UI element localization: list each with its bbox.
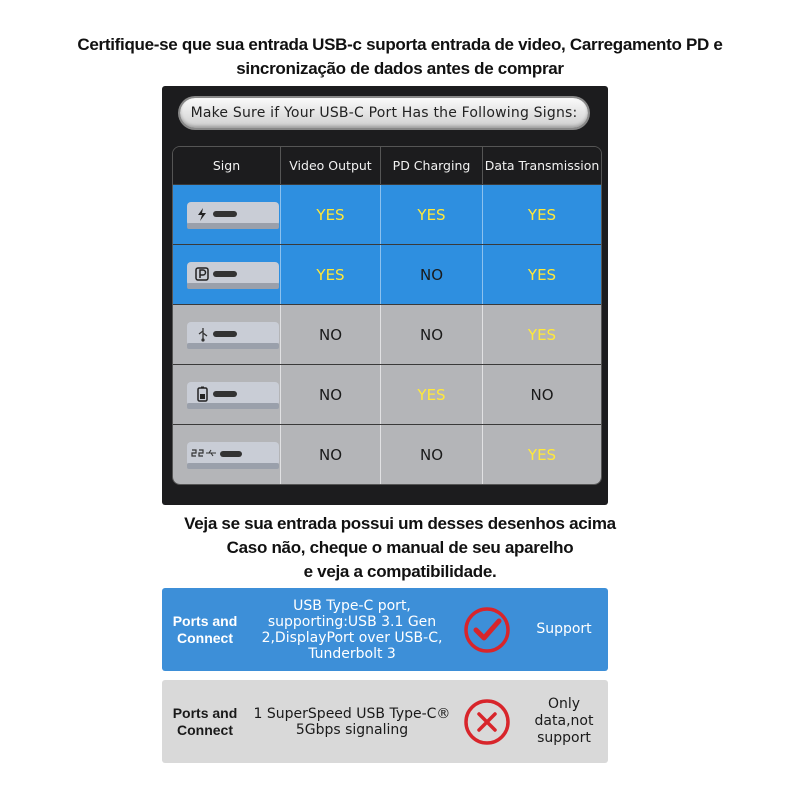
unsupported-port-box (162, 680, 608, 763)
check-circle-icon (462, 605, 512, 655)
mid-heading-line-3: e veja a compatibilidade. (303, 562, 497, 581)
video-output-value: NO (281, 365, 381, 425)
header-data-transmission: Data Transmission (484, 158, 600, 173)
mid-heading-line-2: Caso não, cheque o manual de seu aparelho (226, 538, 574, 557)
header-video-output: Video Output (281, 147, 381, 184)
data-transmission-value: YES (527, 326, 557, 344)
box-label: Ports and Connect (172, 612, 238, 646)
video-output-value: NO (281, 425, 381, 485)
box-description: 1 SuperSpeed USB Type-C® 5Gbps signaling (253, 705, 451, 738)
pd-icon (187, 259, 279, 291)
sign-cell (173, 425, 281, 485)
supported-port-box (162, 588, 608, 671)
pd-charging-value: YES (381, 185, 483, 245)
mid-heading (20, 512, 780, 584)
table-row (173, 364, 601, 424)
header-pd-charging: PD Charging (381, 147, 483, 184)
lightning-icon (187, 199, 279, 231)
table-banner: Make Sure if Your USB-C Port Has the Following Signs: (180, 98, 588, 128)
compatibility-table (172, 146, 602, 485)
pd-charging-value: NO (381, 425, 483, 485)
table-row (173, 244, 601, 304)
sign-cell (173, 245, 281, 305)
table-header-row (173, 147, 601, 184)
mid-heading-line-1: Veja se sua entrada possui um desses desenhos acima (184, 514, 616, 533)
pd-charging-value: YES (381, 365, 483, 425)
top-heading (20, 33, 780, 81)
table-row (173, 184, 601, 244)
table-row (173, 304, 601, 364)
top-heading-line-2: sincronização de dados antes de comprar (236, 59, 564, 78)
box-status: Only data,not support (534, 696, 594, 746)
box-description: USB Type-C port, supporting:USB 3.1 Gen 2,DisplayPort over USB-C, Tunderbolt 3 (261, 597, 443, 662)
data-transmission-value: YES (527, 206, 557, 224)
sign-cell (173, 305, 281, 365)
data-transmission-value: YES (527, 446, 557, 464)
usb-icon (187, 319, 279, 351)
battery-icon (187, 379, 279, 411)
ss-usb-icon (187, 439, 279, 471)
header-sign: Sign (173, 147, 281, 184)
box-label: Ports and Connect (172, 704, 238, 738)
sign-cell (173, 365, 281, 425)
sign-cell (173, 185, 281, 245)
pd-charging-value: NO (381, 305, 483, 365)
box-status: Support (536, 621, 592, 637)
table-row (173, 424, 601, 484)
compatibility-table-panel (162, 86, 608, 505)
pd-charging-value: NO (381, 245, 483, 305)
video-output-value: NO (281, 305, 381, 365)
data-transmission-value: YES (527, 266, 557, 284)
data-transmission-value: NO (530, 386, 554, 404)
top-heading-line-1: Certifique-se que sua entrada USB-c suporta entrada de video, Carregamento PD e (77, 35, 723, 54)
x-circle-icon (462, 697, 512, 747)
video-output-value: YES (281, 245, 381, 305)
video-output-value: YES (281, 185, 381, 245)
